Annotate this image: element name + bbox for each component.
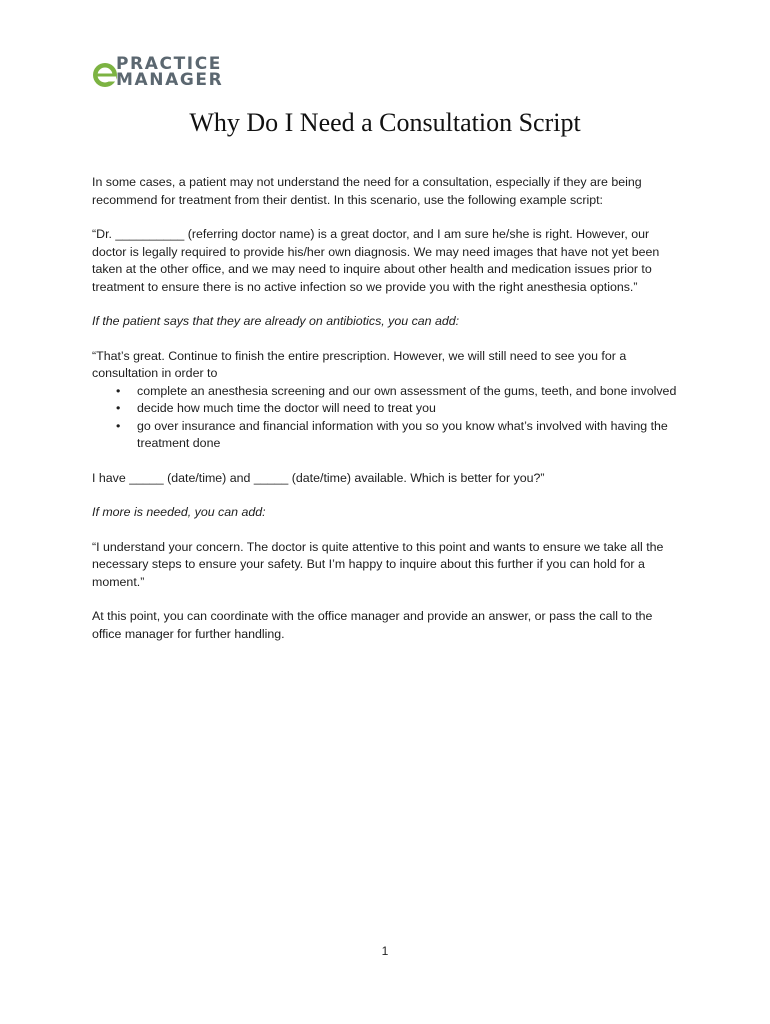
more-needed-heading: If more is needed, you can add: [92, 505, 266, 519]
antibiotics-heading: If the patient says that they are already on antibiotics, you can add: [92, 314, 460, 328]
list-item [92, 418, 682, 453]
document-body [92, 174, 682, 660]
closing-paragraph: At this point, you can coordinate with the office manager and provide an answer, or pass the call to the office manager for further handling. [92, 609, 653, 641]
intro-paragraph: In some cases, a patient may not understand the need for a consultation, especially if they are being recommend for treatment from their dentist. In this scenario, use the following example script: [92, 175, 642, 207]
bullet-icon: • [116, 418, 121, 433]
list-item-text: complete an anesthesia screening and our own assessment of the gums, teeth, and bone involved [137, 383, 677, 398]
practice-manager-logo [92, 56, 242, 92]
bullet-list [92, 383, 682, 453]
concern-paragraph: “I understand your concern. The doctor is quite attentive to this point and wants to ensure we take all the necessary steps to ensure your safety. But I’m happy to inquire about this further if you can hold for a moment.” [92, 539, 664, 589]
availability-paragraph: I have _____ (date/time) and _____ (date/time) available. Which is better for you?” [92, 470, 545, 485]
bullet-icon: • [116, 401, 121, 415]
script-paragraph: “Dr. __________ (referring doctor name) is a great doctor, and I am sure he/she is right. However, our doctor is legally required to provide his/her own diagnosis. We may need images that have not yet been taken at the other office, and we may need to inquire about other health and medication issues prior to treatment to ensure there is no active infection so we provide you with the right anesthesia options.” [92, 227, 660, 294]
antibiotics-paragraph: “That’s great. Continue to finish the entire prescription. However, we will still need to see you for a consultation in order to [92, 348, 627, 380]
list-item [92, 400, 682, 418]
logo-text-manager: MANAGER [116, 70, 224, 90]
list-item [92, 383, 682, 401]
logo-text-practice: PRACTICE [116, 54, 222, 74]
document-title: Why Do I Need a Consultation Script [189, 108, 581, 137]
list-item-text: decide how much time the doctor will need to treat you [137, 401, 436, 415]
page-number: 1 [381, 944, 389, 958]
bullet-icon: • [116, 383, 121, 398]
list-item-text: go over insurance and financial information with you so you know what’s involved with having the treatment done [137, 418, 668, 450]
